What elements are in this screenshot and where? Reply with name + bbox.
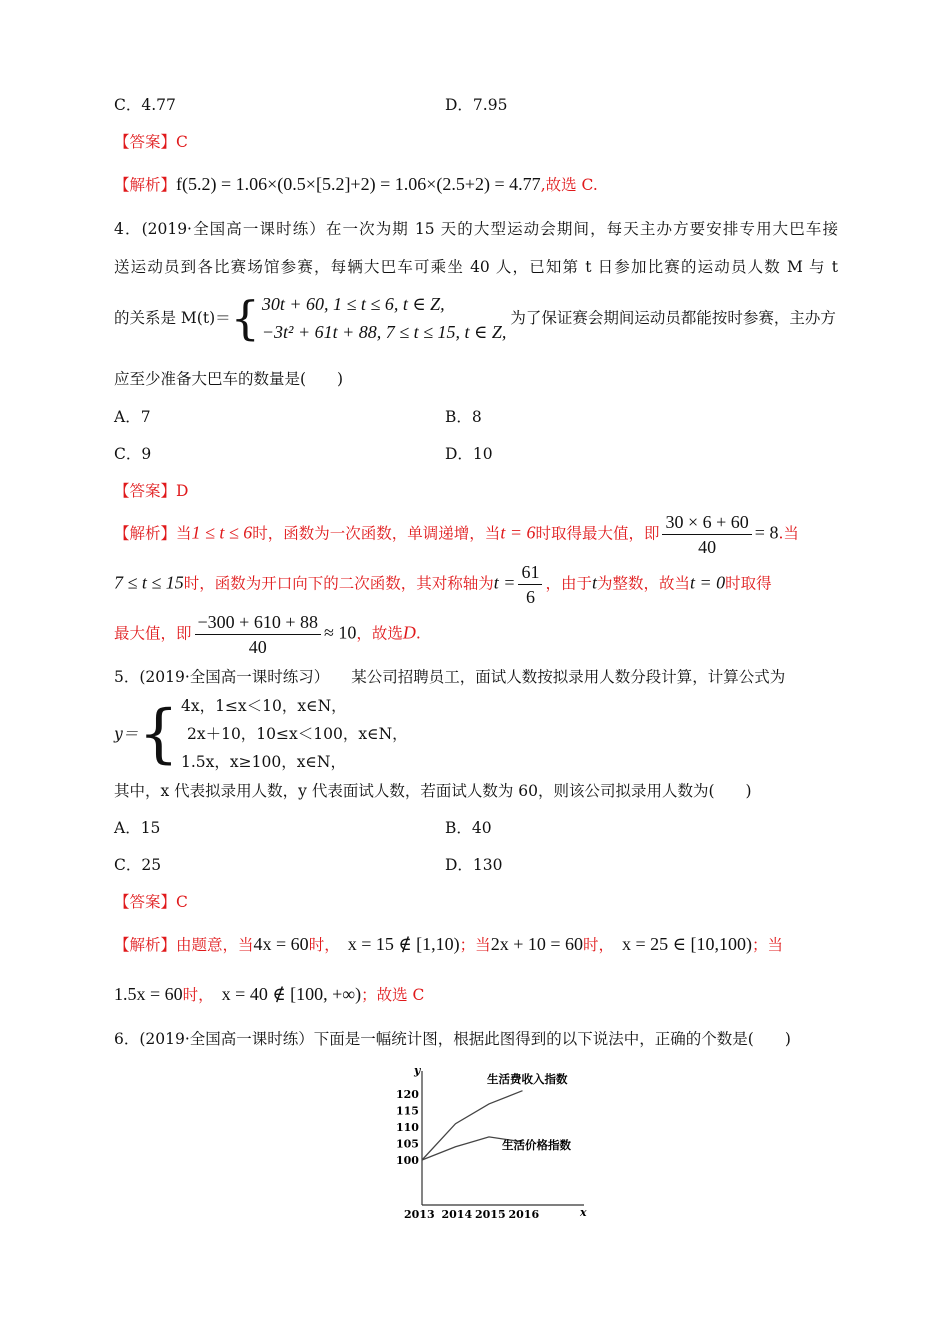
x-axis-label: x (580, 1206, 587, 1219)
q5-option-b: B．40 (445, 819, 492, 837)
analysis-text: 时取得 (725, 574, 772, 593)
analysis-math: 1 ≤ t ≤ 6 (191, 522, 253, 543)
brace-icon: { (138, 697, 179, 771)
q5-option-a: A．15 (114, 819, 161, 837)
brace-icon: { (230, 291, 260, 345)
q4-option-b: B．8 (445, 408, 482, 426)
q5-answer (114, 891, 188, 913)
q3-analysis (114, 173, 598, 196)
y-tick-label: 105 (396, 1137, 419, 1151)
analysis-math: t (591, 572, 597, 593)
analysis-math: t = 0 (689, 572, 726, 593)
analysis-math: 7 ≤ t ≤ 15 (114, 572, 184, 593)
analysis-math: ≈ 10 (323, 622, 357, 643)
q4-relation-prefix: 的关系是 M(t)＝ (114, 309, 231, 327)
analysis-fraction (662, 510, 751, 559)
q5-text: 某公司招聘员工，面试人数按拟录用人数分段计算，计算公式为 (351, 668, 786, 686)
q4-stem-line2: 送运动员到各比赛场馆参赛，每辆大巴车可乘坐 40 人，已知第 t 日参加比赛的运动员人数 M 与 t (114, 258, 838, 276)
q5-case-3: 1.5x，x≥100，x∈N， (180, 753, 346, 771)
analysis-math: 4x = 60 (253, 934, 309, 954)
fraction-denominator: 6 (525, 587, 535, 607)
q5-stem-line1 (114, 666, 785, 688)
analysis-math: 2x + 10 = 60 (490, 934, 583, 954)
series-label: 生活价格指数 (502, 1138, 571, 1152)
q5-case-1: 4x，1≤x＜10，x∈N， (180, 697, 347, 715)
q3-option-d: D．7.95 (445, 96, 508, 114)
answer-label: 【答案】 (114, 133, 177, 151)
q5-cases (181, 692, 408, 776)
analysis-text: 时取得最大值，即 (535, 524, 660, 543)
analysis-text: .当 (778, 524, 799, 543)
y-tick-label: 115 (396, 1104, 419, 1118)
analysis-text: ；当 (459, 936, 491, 954)
q4-analysis-line1 (114, 510, 799, 559)
analysis-text: ；当 (751, 936, 783, 954)
q4-analysis-line2 (114, 560, 772, 609)
analysis-text: 时， (182, 986, 214, 1004)
y-tick-label: 120 (396, 1088, 419, 1101)
y-axis-label: y (414, 1064, 421, 1077)
analysis-fraction (518, 560, 542, 609)
q4-stem-line3 (114, 290, 836, 346)
analysis-math: x = 25 ∈ [10,100) (622, 934, 752, 954)
analysis-text: ，由于 (545, 574, 592, 593)
x-tick-label: 2014 (441, 1208, 473, 1221)
q5-option-d: D．130 (445, 856, 503, 874)
analysis-fraction (195, 610, 321, 659)
q4-case-2: −3t² + 61t + 88, 7 ≤ t ≤ 15, t ∈ Z, (261, 322, 507, 342)
q4-analysis-line3 (114, 610, 421, 659)
analysis-text: 时， (308, 936, 340, 954)
fraction-numerator: −300 + 610 + 88 (195, 610, 321, 635)
fraction-denominator: 40 (698, 537, 717, 557)
fraction-numerator: 30 × 6 + 60 (662, 510, 751, 535)
q5-source: 5．(2019·全国高一课时练习） (114, 668, 330, 686)
analysis-text: 时， (583, 936, 615, 954)
x-tick-label: 2013 (404, 1208, 435, 1221)
q5-analysis-line2 (114, 983, 424, 1006)
q5-analysis-line1 (114, 933, 783, 956)
analysis-math: 1.5x = 60 (114, 984, 183, 1004)
y-tick-label: 100 (396, 1154, 419, 1167)
answer-value: C (176, 893, 188, 911)
analysis-formula: f(5.2) = 1.06×(0.5×[5.2]+2) = 1.06×(2.5+2) = 4.77 (176, 174, 541, 194)
answer-value: D (176, 482, 189, 500)
q4-relation-suffix: 为了保证赛会期间运动员都能按时参赛，主办方 (510, 309, 836, 327)
analysis-label: 【解析】 (114, 936, 177, 954)
analysis-math: t = 6 (500, 522, 536, 543)
analysis-label: 【解析】 (114, 524, 177, 543)
q4-option-d: D．10 (445, 445, 493, 463)
answer-label: 【答案】 (114, 482, 177, 500)
q4-stem-line4: 应至少准备大巴车的数量是( ) (114, 370, 344, 388)
analysis-label: 【解析】 (114, 176, 177, 194)
analysis-text: ，故选 (356, 624, 403, 643)
series-label: 生活费收入指数 (487, 1072, 568, 1086)
x-tick-label: 2015 (475, 1208, 506, 1221)
q4-piecewise (262, 290, 506, 346)
q5-case-2: 2x＋10，10≤x＜100，x∈N， (186, 725, 408, 743)
analysis-text: 当 (176, 524, 192, 543)
analysis-math: = 8 (754, 522, 779, 543)
analysis-text: ；故选 C (361, 986, 425, 1004)
analysis-text: 为整数，故当 (596, 574, 690, 593)
analysis-conclusion: ,故选 C. (540, 176, 598, 194)
analysis-text: 最大值，即 (114, 624, 192, 643)
q5-stem-line2: 其中，x 代表拟录用人数，y 代表面试人数，若面试人数为 60，则该公司拟录用人数为( ) (114, 782, 752, 800)
q4-case-1: 30t + 60, 1 ≤ t ≤ 6, t ∈ Z, (261, 294, 445, 314)
analysis-math: D (402, 622, 416, 643)
q4-option-c: C．9 (114, 445, 152, 463)
q5-piecewise (114, 692, 408, 776)
analysis-text: . (415, 624, 421, 643)
analysis-math: x = 40 ∉ [100, +∞) (221, 984, 362, 1004)
q4-option-a: A．7 (114, 408, 151, 426)
answer-label: 【答案】 (114, 893, 177, 911)
analysis-text: 由题意，当 (176, 936, 254, 954)
q4-stem-line1: 4．(2019·全国高一课时练）在一次为期 15 天的大型运动会期间，每天主办方要安排专用大巴车接 (114, 220, 838, 238)
analysis-text: 时，函数为一次函数，单调递增，当 (252, 524, 501, 543)
fraction-denominator: 40 (248, 637, 267, 657)
answer-value: C (176, 133, 188, 151)
q5-y-label: y＝ (114, 725, 139, 743)
q4-answer (114, 480, 188, 502)
analysis-math: x = 15 ∉ [1,10) (347, 934, 460, 954)
analysis-math: t = (493, 572, 516, 593)
analysis-text: 时，函数为开口向下的二次函数，其对称轴为 (183, 574, 494, 593)
q3-answer (114, 131, 188, 153)
q3-option-c: C．4.77 (114, 96, 176, 114)
fraction-numerator: 61 (518, 560, 542, 585)
x-tick-label: 2016 (508, 1208, 540, 1221)
y-tick-label: 110 (396, 1121, 419, 1134)
q6-stem-line1: 6．(2019·全国高一课时练）下面是一幅统计图，根据此图得到的以下说法中，正确的个数是( ) (114, 1030, 791, 1048)
q6-statistics-chart (392, 1063, 602, 1223)
q5-option-c: C．25 (114, 856, 162, 874)
